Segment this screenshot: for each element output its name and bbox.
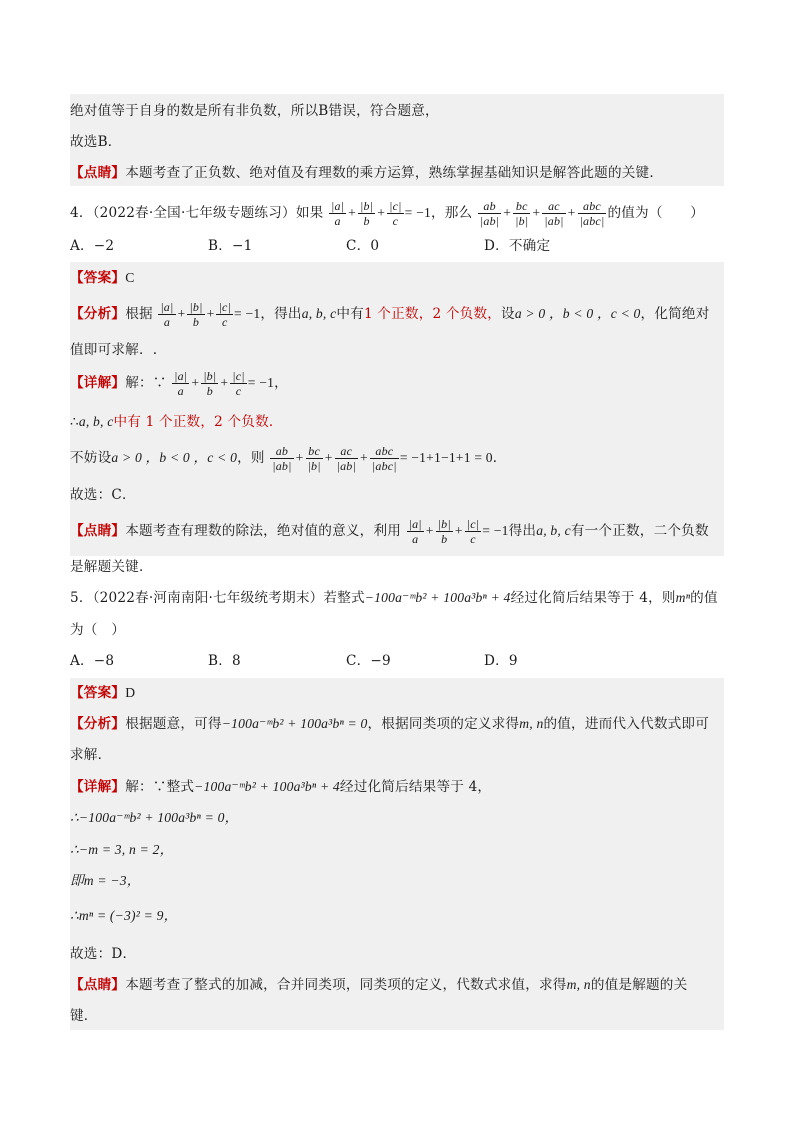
frac-abs-a-over-a: $\frac{|a|}{a}$: [174, 369, 188, 398]
q4-text-b: 那么: [444, 205, 473, 221]
q4-answer: [70, 268, 724, 288]
q4-eq: = −1，: [404, 205, 445, 220]
q5-number: 5．: [70, 590, 93, 606]
dianjing-tag: 【点睛】: [70, 977, 126, 993]
frac-ab: $\frac{ab}{|ab|}$: [479, 199, 500, 228]
analysis-tag: 【分析】: [70, 716, 126, 732]
frac-abs-a-over-a: $\frac{|a|}{a}$: [408, 517, 422, 546]
frac-abc: $\frac{\text{abc}}{\text{|abc|}}$: [371, 444, 397, 473]
analysis-tag: 【分析】: [70, 306, 126, 322]
q4-analysis-line-2: 值即可求解．.: [70, 342, 158, 358]
frac-abc: $\frac{\text{abc}}{\text{|abc|}}$: [579, 199, 605, 228]
q4-option-a: A．−2: [70, 238, 115, 254]
answer-tag: 【答案】: [70, 685, 126, 701]
q5-detail-line-1: 【详解】解：∵整式−100a⁻ᵐb² + 100a³bⁿ + 4经过化简后结果等于 4，: [70, 779, 492, 795]
q5-detail-line-3: ∴−m = 3, n = 2，: [70, 842, 174, 857]
q5-option-c: C．−9: [346, 653, 391, 669]
q5-stem-line-1: 5．（2022春·河南南阳·七年级统考期末）若整式−100a⁻ᵐb² + 100a³bⁿ + 4经过化简后结果等于 4，则mⁿ的值: [70, 590, 718, 606]
q5-choice: 故选：D．: [70, 946, 137, 962]
q4-choice: 故选：C．: [70, 487, 136, 503]
q4-stem: 4．（2022春·全国·七年级专题练习）如果 $\frac{|a|}{a}$ + $\frac{|b|}{b}$ + $\frac{|c|}{c}$ = −1，那么 $\frac{ab}{|ab|}$ + $\frac{bc}{|b|}$ + $\frac{ac}{|ab|}$ + $\frac{\text{abc}}{\text{|abc|}}$ 的值为（ ）: [70, 199, 705, 228]
q4-options: [70, 236, 724, 256]
q5-answer: [70, 683, 724, 703]
q4-option-b: B．−1: [208, 238, 253, 254]
q4-detail-line-2: ∴a, b, c中有 1 个正数，2 个负数．: [70, 414, 283, 430]
q4-detail-line-1: 【详解】解：∵ $\frac{|a|}{a}$ + $\frac{|b|}{b}$ + $\frac{|c|}{c}$ = −1，: [70, 369, 288, 398]
q4-answer-value: C: [125, 270, 135, 285]
q5-dianjing-line-2: 键．: [70, 1008, 98, 1024]
q5-option-a: A．−8: [70, 653, 115, 669]
frac-abs-b-over-b: $\frac{|b|}{b}$: [437, 517, 451, 546]
q5-analysis-line-2: 求解．: [70, 747, 112, 763]
q4-dianjing-line-2: 是解题关键．: [70, 559, 153, 575]
frac-ac: $\frac{ac}{|ab|}$: [336, 444, 356, 473]
q5-options: [70, 651, 724, 671]
frac-ac: $\frac{ac}{|ab|}$: [544, 199, 564, 228]
dianjing-tag: 【点睛】: [70, 165, 126, 181]
q4-detail-line-3: 不妨设a > 0 ，b < 0 ，c < 0，则 $\frac{ab}{|ab|}$ + $\frac{bc}{|b|}$ + $\frac{ac}{|ab|}$ + $\frac{\text{abc}}{\text{|abc|}}$ = −1+1−1+1 = 0．: [70, 444, 507, 473]
q4-analysis-line-1: 【分析】根据 $\frac{|a|}{a}$ + $\frac{|b|}{b}$ + $\frac{|c|}{c}$ = −1，得出a, b, c中有1 个正数，2 个负数，设a > 0 ，b < 0 ，c < 0，化简绝对: [70, 300, 710, 329]
dianjing-tag: 【点睛】: [70, 523, 126, 539]
frac-abs-c-over-c: $\frac{|c|}{c}$: [466, 517, 480, 546]
q5-stem-line-2: 为（ ）: [70, 622, 126, 638]
frac-bc: $\frac{bc}{|b|}$: [307, 444, 321, 473]
prev-choice: 故选B．: [70, 134, 122, 150]
q5-answer-value: D: [125, 685, 136, 700]
prev-line-1: 绝对值等于自身的数是所有非负数，所以B错误，符合题意，: [70, 103, 439, 119]
prev-dianjing: [70, 163, 724, 183]
q4-text-c: 的值为（ ）: [607, 205, 705, 221]
frac-abs-b-over-b: $\frac{|b|}{b}$: [189, 300, 203, 329]
q5-detail-line-4: 即m = −3，: [70, 873, 141, 888]
frac-abs-b-over-b: $\frac{|b|}{b}$: [203, 369, 217, 398]
q5-option-d: D．9: [484, 653, 518, 669]
q4-text-a: 如果: [295, 205, 324, 221]
detail-tag: 【详解】: [70, 375, 126, 391]
q4-option-d: D．不确定: [484, 238, 551, 254]
dianjing-text: 本题考查了正负数、绝对值及有理数的乘方运算，熟练掌握基础知识是解答此题的关键．: [125, 165, 664, 181]
answer-tag: 【答案】: [70, 270, 126, 286]
detail-tag: 【详解】: [70, 779, 126, 795]
frac-bc: $\frac{bc}{|b|}$: [515, 199, 529, 228]
frac-abs-c-over-c: $\frac{|c|}{c}$: [389, 199, 402, 228]
frac-ab: $\frac{ab}{|ab|}$: [272, 444, 292, 473]
frac-abs-c-over-c: $\frac{|c|}{c}$: [218, 300, 231, 329]
q5-analysis-line-1: 【分析】根据题意，可得−100a⁻ᵐb² + 100a³bⁿ = 0，根据同类项的定义求得m, n的值，进而代入代数式即可: [70, 716, 709, 732]
q5-source: （2022春·河南南阳·七年级统考期末）: [92, 590, 324, 606]
q5-detail-line-5: ∴mⁿ = (−3)² = 9，: [70, 908, 178, 923]
frac-abs-a-over-a: $\frac{|a|}{a}$: [160, 300, 174, 329]
q4-option-c: C．0: [346, 238, 380, 254]
q5-detail-line-2: ∴−100a⁻ᵐb² + 100a³bⁿ = 0，: [70, 810, 239, 825]
q5-option-b: B．8: [208, 653, 241, 669]
q4-dianjing-line-1: 【点睛】本题考查有理数的除法，绝对值的意义，利用 $\frac{|a|}{a}$ + $\frac{|b|}{b}$ + $\frac{|c|}{c}$ = −1得出a, b, c有一个正数，二个负数: [70, 517, 709, 546]
frac-abs-b-over-b: $\frac{|b|}{b}$: [360, 199, 374, 228]
q5-dianjing-line-1: 【点睛】本题考查了整式的加减，合并同类项，同类项的定义，代数式求值，求得m, n的值是解题的关: [70, 977, 688, 993]
q4-number: 4．: [70, 205, 93, 221]
frac-abs-a-over-a: $\frac{|a|}{a}$: [330, 199, 345, 228]
frac-abs-c-over-c: $\frac{|c|}{c}$: [232, 369, 245, 398]
q4-source: （2022春·全国·七年级专题练习）: [92, 205, 296, 221]
